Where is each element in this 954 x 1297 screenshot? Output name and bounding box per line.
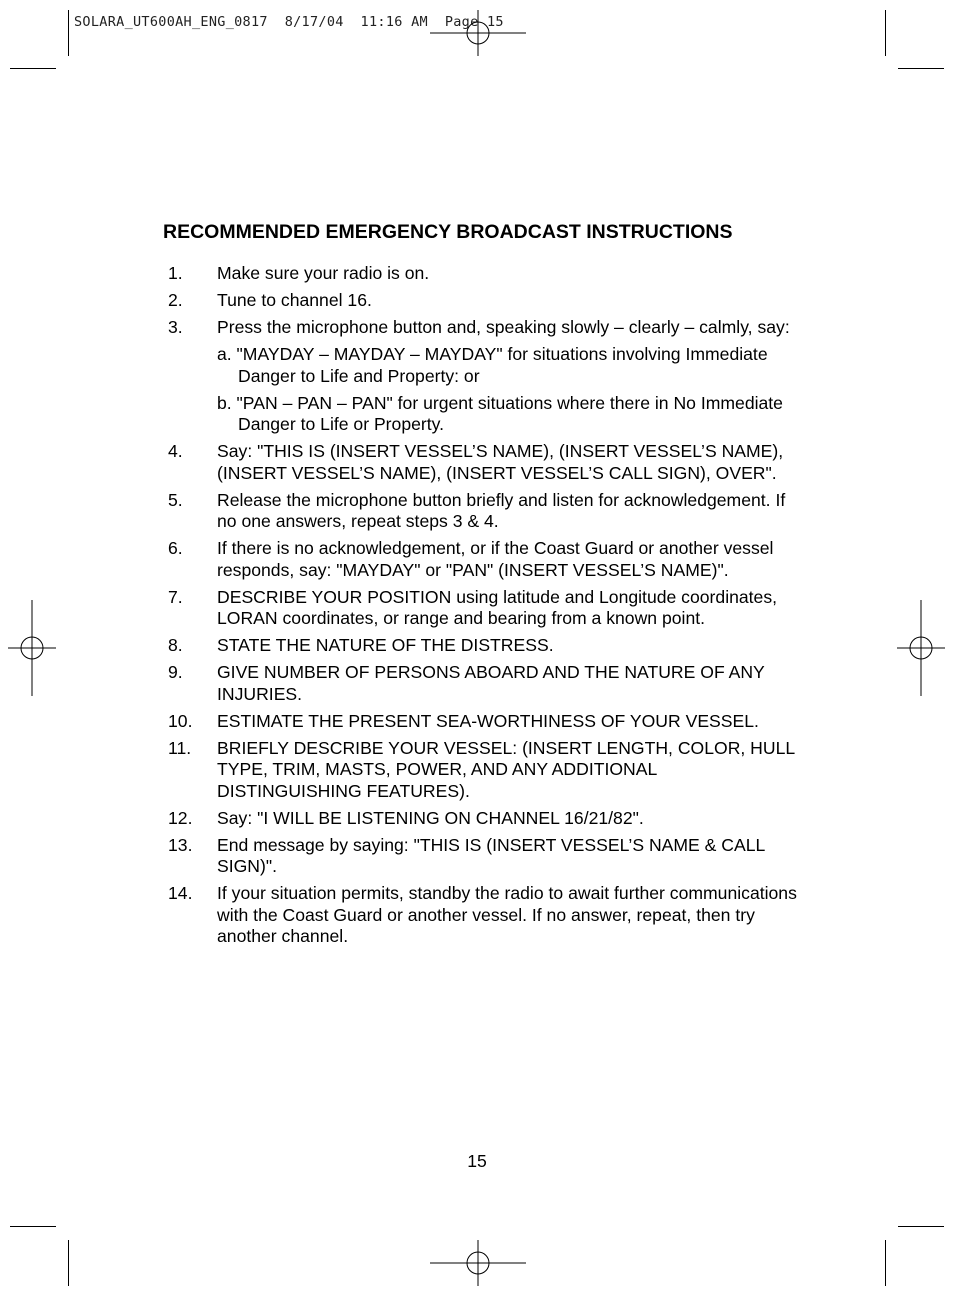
list-item bbox=[163, 263, 803, 285]
list-item bbox=[163, 490, 803, 533]
list-item bbox=[163, 808, 803, 830]
list-item bbox=[163, 835, 803, 878]
step-text: GIVE NUMBER OF PERSONS ABOARD AND THE NATURE OF ANY INJURIES. bbox=[217, 662, 765, 704]
crop-mark bbox=[68, 10, 69, 56]
step-number: 9. bbox=[168, 662, 183, 682]
step-text: Release the microphone button briefly and listen for acknowledgement. If no one answers, repeat steps 3 & 4. bbox=[217, 489, 786, 531]
list-item bbox=[163, 290, 803, 312]
crop-mark bbox=[10, 68, 56, 69]
crop-mark bbox=[898, 68, 944, 69]
step-number: 11. bbox=[168, 737, 192, 758]
step-number: 12. bbox=[168, 807, 193, 828]
page-number: 15 bbox=[467, 1151, 487, 1171]
substep-item: a. "MAYDAY – MAYDAY – MAYDAY" for situations involving Immediate Danger to Life and Property: or bbox=[217, 344, 768, 386]
instruction-list bbox=[163, 263, 803, 953]
step-number: 8. bbox=[168, 635, 183, 655]
step-number: 10. bbox=[168, 710, 193, 731]
step-number: 3. bbox=[168, 317, 183, 337]
step-text: BRIEFLY DESCRIBE YOUR VESSEL: (INSERT LENGTH, COLOR, HULL TYPE, TRIM, MASTS, POWER, AND ANY ADDITIONAL DISTINGUISHING FEATURES). bbox=[217, 737, 795, 801]
list-item bbox=[163, 662, 803, 705]
list-item bbox=[163, 441, 803, 484]
step-text: If your situation permits, standby the radio to await further communications with the Coast Guard or another vessel. If no answer, repeat, then try another channel. bbox=[217, 883, 797, 946]
print-slug: SOLARA_UT600AH_ENG_0817 8/17/04 11:16 AM Page 15 bbox=[74, 14, 504, 30]
step-text: STATE THE NATURE OF THE DISTRESS. bbox=[217, 635, 554, 655]
step-number: 4. bbox=[168, 441, 183, 461]
crop-mark bbox=[885, 1240, 886, 1286]
step-number: 7. bbox=[168, 586, 183, 607]
registration-mark-icon bbox=[430, 1240, 526, 1286]
list-item bbox=[163, 317, 803, 436]
step-text: Make sure your radio is on. bbox=[217, 263, 430, 283]
crop-mark bbox=[898, 1226, 944, 1227]
crop-mark bbox=[68, 1240, 69, 1286]
step-text: ESTIMATE THE PRESENT SEA-WORTHINESS OF YOUR VESSEL. bbox=[217, 710, 759, 731]
step-number: 6. bbox=[168, 538, 183, 558]
substep-list bbox=[217, 344, 803, 436]
crop-mark bbox=[885, 10, 886, 56]
list-item bbox=[163, 635, 803, 657]
step-text: DESCRIBE YOUR POSITION using latitude and Longitude coordinates, LORAN coordinates, or range and bearing from a known point. bbox=[217, 586, 778, 628]
list-item bbox=[163, 738, 803, 803]
registration-mark-icon bbox=[430, 10, 526, 56]
page-title: RECOMMENDED EMERGENCY BROADCAST INSTRUCTIONS bbox=[163, 221, 733, 243]
crop-mark bbox=[10, 1226, 56, 1227]
step-text: Say: "THIS IS (INSERT VESSEL’S NAME), (INSERT VESSEL’S NAME), (INSERT VESSEL’S NAME), (INSERT VESSEL’S CALL SIGN), OVER". bbox=[217, 441, 784, 483]
step-text: Press the microphone button and, speaking slowly – clearly – calmly, say: bbox=[217, 317, 790, 337]
step-text: If there is no acknowledgement, or if the Coast Guard or another vessel responds, say: "MAYDAY" or "PAN" (INSERT VESSEL’S NAME)". bbox=[217, 538, 774, 580]
list-item bbox=[163, 538, 803, 581]
step-number: 14. bbox=[168, 883, 193, 903]
list-item bbox=[163, 883, 803, 948]
step-number: 13. bbox=[168, 834, 193, 855]
list-item bbox=[163, 587, 803, 630]
step-number: 1. bbox=[168, 263, 183, 283]
substep-item: b. "PAN – PAN – PAN" for urgent situations where there in No Immediate Danger to Life or Property. bbox=[217, 392, 783, 434]
step-number: 2. bbox=[168, 290, 183, 310]
step-text: Say: "I WILL BE LISTENING ON CHANNEL 16/21/82". bbox=[217, 807, 644, 828]
registration-mark-icon bbox=[8, 600, 56, 696]
step-number: 5. bbox=[168, 489, 183, 510]
list-item bbox=[163, 711, 803, 733]
registration-mark-icon bbox=[897, 600, 945, 696]
step-text: End message by saying: "THIS IS (INSERT VESSEL’S NAME & CALL SIGN)". bbox=[217, 834, 765, 876]
step-text: Tune to channel 16. bbox=[217, 290, 372, 310]
